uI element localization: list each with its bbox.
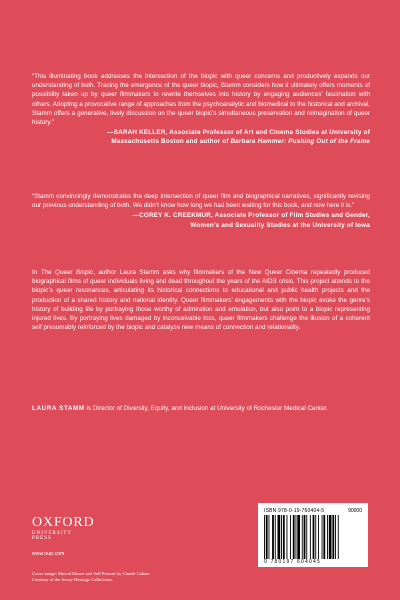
author-bio [32,404,370,413]
book-description [32,268,370,332]
cover-credit-line-2: Courtesy of the Jersey Heritage Collections. [32,577,114,583]
cover-credit-line-1: Cover image: Marcel Moore and Self Portrait by Claude Cahun. [32,571,150,576]
publisher-logo-wordmark: OXFORD [32,515,95,530]
endorsement-creekmur-attribution [32,211,370,229]
barcode-bars [264,515,362,559]
endorsement-keller [32,72,370,147]
author-name: LAURA STAMM [32,405,85,412]
endorser-book-title: Barbara Hammer: Pushing Out of the Frame [230,138,370,146]
barcode-digits: 9 780197 604045 [264,559,321,565]
endorser-name: —COREY K. CREEKMUR, [132,212,213,220]
endorser-name: —SARAH KELLER, [107,129,168,137]
cover-credit [32,571,192,583]
publisher-logo [32,515,95,541]
endorsement-creekmur-text: “Stamm convincingly demonstrates the deep intersection of queer film and biographical narratives, significantly revising our previous understanding of both. We didn’t know how long we had been waiting for this book, and now here it is.” [32,193,370,210]
publisher-url: www.oup.com [32,551,65,557]
description-intro: In [32,269,41,276]
book-title: The Queer Biopic [40,269,94,276]
publisher-logo-subtitle: UNIVERSITY PRESS [32,531,72,541]
endorsement-creekmur [32,192,370,230]
endorsement-keller-attribution [32,128,370,146]
isbn-text: ISBN 978-0-19-760404-5 [264,508,325,514]
isbn-barcode [258,503,368,567]
price-code: 90000 [348,508,362,514]
description-text: , author Laura Stamm asks why filmmakers of the New Queer Cinema repeatedly produced biographical films of queer individuals living and dead throughout the years of the AIDS crisis. This project attends to the biopic’s queer resonances, articulating its historical connections to educational and public health projects and the production of a shared history and national identity. Queer filmmakers’ engagements with the biopic evoke the genre’s history of building life by portraying those worthy of admiration and emulation, but also point to a biopic representing injured lives. By portraying lives damaged by inconceivable loss, queer filmmakers challenge the illusion of a coherent self presumably reinforced by the biopic and catalyze new means of connection and relationality. [32,269,370,332]
author-bio-text: is Director of Diversity, Equity, and Inclusion at University of Rochester Medical Center. [84,405,328,412]
endorser-role: Associate Professor of Film Studies and Gender, [214,212,370,220]
endorser-role: Associate Professor of Art and Cinema Studies at University of [169,129,370,137]
endorser-role-2: Women’s and Sexuality Studies at the University of Iowa [190,221,370,229]
endorsement-keller-text: “This illuminating book addresses the intersection of the biopic with queer concerns and productively expands our understanding of both. Tracing the emergence of the queer biopic, Stamm considers how it ultimately offers moments of possibility taken up by queer filmmakers to rewrite themselves into history by engaging audiences’ fascination with others. Adopting a provocative range of approaches from the psychoanalytic and biomedical to the historical and archival, Stamm offers a generative, lively discussion on the queer biopic’s simultaneous preservation and reimagination of queer history.” [32,73,370,127]
endorser-role-2: Massachusetts Boston and author of [111,138,229,146]
